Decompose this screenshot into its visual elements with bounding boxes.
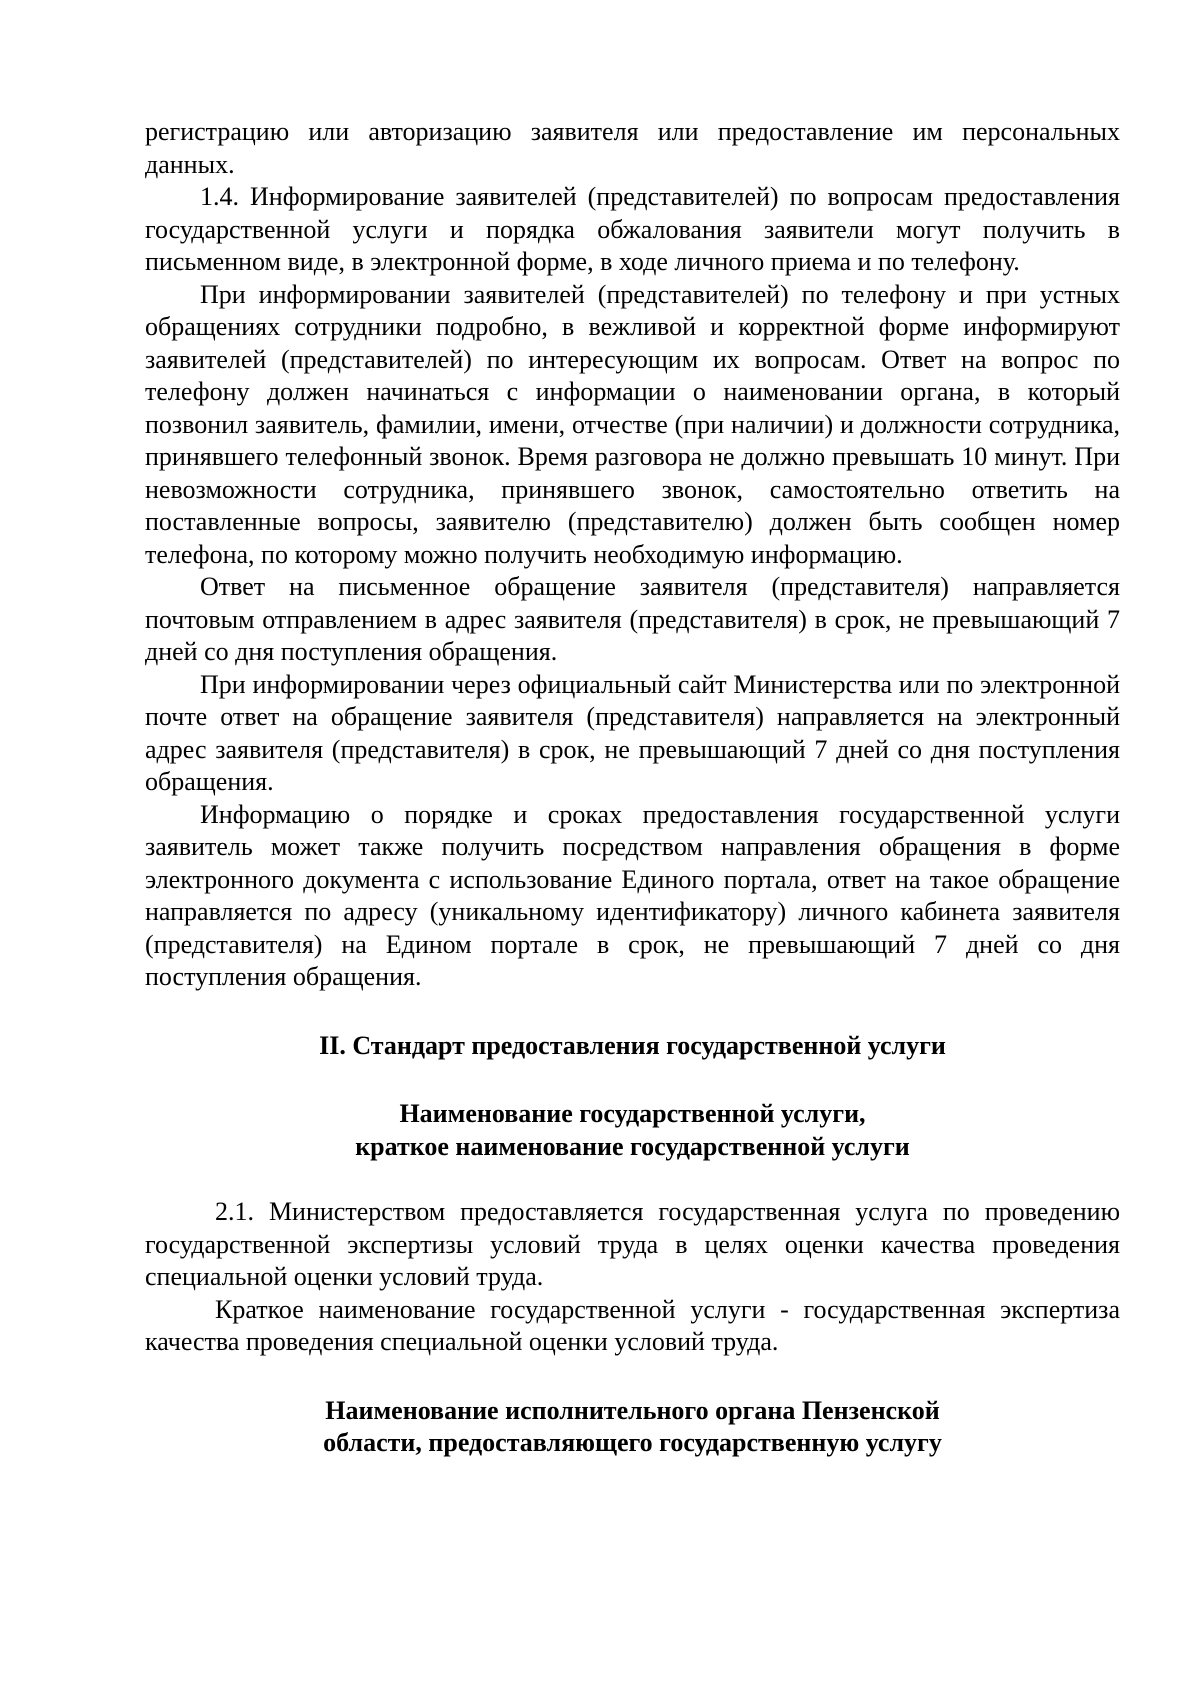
paragraph-portal-info: Информацию о порядке и сроках предоставления государственной услуги заявитель может также получить посредством направления обращения в форме электронного документа с использование Единого портала, ответ на такое обращение направляется по адресу (уникальному идентификатору) личного кабинета заявителя (представителя) на Едином портале в срок, не превышающий 7 дней со дня поступления обращения. — [145, 799, 1120, 991]
heading-service-name — [145, 1098, 1120, 1163]
paragraph-website-reply: При информировании через официальный сайт Министерства или по электронной почте ответ на обращение заявителя (представителя) направляется на электронный адрес заявителя (представителя) в срок, не превышающий 7 дней со дня поступления обращения. — [145, 669, 1120, 796]
document-page — [145, 116, 1120, 1460]
paragraph-2-1: 2.1. Министерством предоставляется государственная услуга по проведению государственной экспертизы условий труда в целях оценки качества проведения специальной оценки условий труда. — [145, 1197, 1120, 1291]
heading-executive-organ — [145, 1395, 1120, 1460]
section-2-title: II. Стандарт предоставления государственной услуги — [319, 1030, 946, 1060]
paragraph-written-reply: Ответ на письменное обращение заявителя (представителя) направляется почтовым отправлением в адрес заявителя (представителя) в срок, не превышающий 7 дней со дня поступления обращения. — [145, 572, 1120, 666]
heading-service-name-line2: краткое наименование государственной услуги — [355, 1131, 910, 1161]
paragraph-short-name: Краткое наименование государственной услуги - государственная экспертиза качества проведения специальной оценки условий труда. — [145, 1294, 1120, 1356]
heading-service-name-line1: Наименование государственной услуги, — [399, 1099, 866, 1128]
paragraph-1-4: 1.4. Информирование заявителей (представителей) по вопросам предоставления государственной услуги и порядка обжалования заявители могут получить в письменном виде, в электронной форме, в ходе личного приема и по телефону. — [145, 182, 1120, 276]
heading-executive-organ-line2: области, предоставляющего государственную услугу — [323, 1428, 942, 1457]
paragraph-phone-info: При информировании заявителей (представителей) по телефону и при устных обращениях сотрудники подробно, в вежливой и корректной форме информируют заявителей (представителей) по интересующим их вопросам. Ответ на вопрос по телефону должен начинаться с информации о наименовании органа, в который позвонил заявитель, фамилии, имени, отчестве (при наличии) и должности сотрудника, принявшего телефонный звонок. Время разговора не должно превышать 10 минут. При невозможности сотрудника, принявшего звонок, самостоятельно ответить на поставленные вопросы, заявителю (представителю) должен быть сообщен номер телефона, по которому можно получить необходимую информацию. — [145, 279, 1120, 569]
service-name-body — [145, 1196, 1120, 1359]
paragraph-continuation: регистрацию или авторизацию заявителя или предоставление им персональных данных. — [145, 117, 1120, 179]
heading-executive-organ-line1: Наименование исполнительного органа Пензенской — [325, 1395, 940, 1425]
